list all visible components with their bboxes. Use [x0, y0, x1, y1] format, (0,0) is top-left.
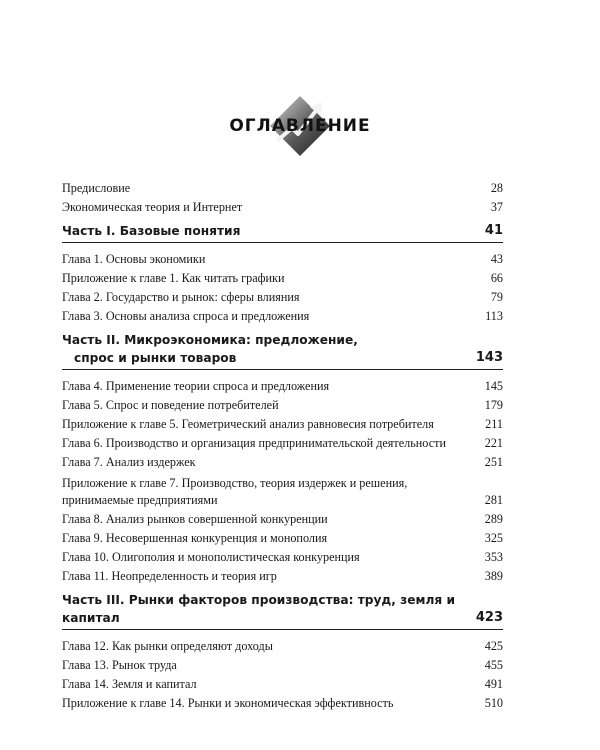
toc-entry-title [62, 568, 469, 585]
page-title: ОГЛАВЛЕНИЕ [229, 116, 371, 136]
toc-entry[interactable] [62, 655, 503, 674]
toc-entry[interactable] [62, 452, 503, 471]
toc-entry-title-line: Экономическая теория и Интернет [62, 200, 243, 214]
toc-part-heading-title-line: Часть III. Рынки факторов производства: труд, земля и капитал [62, 593, 455, 625]
toc-entry-title [62, 180, 469, 197]
toc-entry-title-line: Глава 12. Как рынки определяют доходы [62, 639, 273, 653]
toc-entry-title-line: Глава 10. Олигополия и монополистическая конкуренция [62, 550, 360, 564]
toc-entry-title-line: Глава 7. Анализ издержек [62, 455, 196, 469]
toc-part-heading-title [62, 331, 469, 367]
toc-part-heading-title-line: Часть II. Микроэкономика: предложение, [62, 333, 358, 347]
toc-entry-page-number: 251 [484, 455, 503, 469]
toc-entry[interactable] [62, 268, 503, 287]
toc-entry-title [62, 695, 469, 712]
toc-entry-title-line: Глава 3. Основы анализа спроса и предложения [62, 309, 310, 323]
toc-entry-title-line: Глава 13. Рынок труда [62, 658, 177, 672]
toc-entry-page-number: 179 [484, 398, 503, 412]
toc-entry-page-number: 145 [484, 379, 503, 393]
toc-entry[interactable] [62, 547, 503, 566]
toc-entry-page-number: 510 [484, 696, 503, 710]
toc-header [0, 90, 600, 170]
toc-entry-page-number: 28 [490, 181, 503, 195]
toc-entry-page-number: 221 [484, 436, 503, 450]
toc-entry-title [62, 676, 469, 693]
toc-part-heading-title-line: Часть I. Базовые понятия [62, 224, 241, 238]
toc-entry-title [62, 435, 469, 452]
toc-part-heading[interactable] [62, 331, 503, 370]
toc-entry-page-number: 353 [484, 550, 503, 564]
toc-part-heading[interactable] [62, 591, 503, 630]
toc-entry-title [62, 657, 469, 674]
toc-entry-title-line: Глава 6. Производство и организация предпринимательской деятельности [62, 436, 446, 450]
toc-entry[interactable] [62, 249, 503, 268]
toc-part-heading-title [62, 591, 469, 627]
toc-entry-title [62, 397, 469, 414]
toc-entry-title-line: Глава 1. Основы экономики [62, 252, 206, 266]
toc-entry[interactable] [62, 674, 503, 693]
toc-entry-page-number: 79 [490, 290, 503, 304]
toc-part-heading-page-number: 143 [475, 350, 503, 365]
toc-entry[interactable] [62, 395, 503, 414]
toc-entry[interactable] [62, 376, 503, 395]
toc-entry-title-line: Глава 9. Несовершенная конкуренция и монополия [62, 531, 328, 545]
toc-entry-page-number: 289 [484, 512, 503, 526]
toc-entry-title [62, 511, 469, 528]
toc-entry-title-line: Глава 14. Земля и капитал [62, 677, 197, 691]
toc-entry-title [62, 251, 469, 268]
toc-entry[interactable] [62, 287, 503, 306]
toc-entry[interactable] [62, 693, 503, 712]
toc-entry-title [62, 289, 469, 306]
toc-entry-page-number: 43 [490, 252, 503, 266]
toc-entry-title-line: Глава 8. Анализ рынков совершенной конкуренции [62, 512, 328, 526]
toc-entry-page-number: 37 [490, 200, 503, 214]
toc-part-heading-title [62, 222, 469, 240]
toc-entry[interactable] [62, 636, 503, 655]
toc-entry-page-number: 113 [485, 309, 503, 323]
toc-entry-title [62, 475, 469, 509]
toc-part-heading-page-number: 41 [484, 223, 503, 238]
toc-entry-title-line: Приложение к главе 7. Производство, теория издержек и решения, [62, 476, 408, 490]
table-of-contents [62, 178, 503, 712]
toc-entry[interactable] [62, 566, 503, 585]
toc-part-heading-page-number: 423 [475, 610, 503, 625]
toc-entry-title [62, 199, 469, 216]
toc-entry-page-number: 491 [484, 677, 503, 691]
toc-entry[interactable] [62, 178, 503, 197]
toc-entry-page-number: 211 [485, 417, 503, 431]
toc-entry-page-number: 325 [484, 531, 503, 545]
toc-entry-page-number: 281 [484, 493, 503, 507]
toc-entry-page-number: 389 [484, 569, 503, 583]
toc-entry[interactable] [62, 433, 503, 452]
toc-entry-title [62, 454, 469, 471]
toc-entry-title [62, 378, 469, 395]
toc-entry-title [62, 416, 469, 433]
toc-entry-title-line: Предисловие [62, 181, 131, 195]
toc-entry-title-line: Глава 2. Государство и рынок: сферы влияния [62, 290, 300, 304]
toc-entry[interactable] [62, 509, 503, 528]
toc-entry-title-line: Глава 5. Спрос и поведение потребителей [62, 398, 279, 412]
toc-entry-title-line: Глава 11. Неопределенность и теория игр [62, 569, 277, 583]
toc-entry-title-line: Глава 4. Применение теории спроса и предложения [62, 379, 330, 393]
toc-entry-title [62, 270, 469, 287]
toc-entry-page-number: 66 [490, 271, 503, 285]
toc-entry-title-line: Приложение к главе 5. Геометрический анализ равновесия потребителя [62, 417, 434, 431]
toc-entry[interactable] [62, 306, 503, 325]
toc-entry-page-number: 455 [484, 658, 503, 672]
toc-entry-title [62, 308, 469, 325]
toc-entry-title [62, 638, 469, 655]
toc-entry[interactable] [62, 471, 503, 509]
toc-entry-title-line: принимаемые предприятиями [62, 493, 218, 507]
toc-entry-title [62, 549, 469, 566]
toc-part-heading-title-line: спрос и рынки товаров [74, 351, 237, 365]
toc-entry-page-number: 425 [484, 639, 503, 653]
toc-entry-title [62, 530, 469, 547]
toc-entry[interactable] [62, 197, 503, 216]
toc-entry-title-line: Приложение к главе 14. Рынки и экономическая эффективность [62, 696, 394, 710]
toc-part-heading[interactable] [62, 222, 503, 243]
toc-entry-title-line: Приложение к главе 1. Как читать графики [62, 271, 285, 285]
toc-entry[interactable] [62, 414, 503, 433]
toc-entry[interactable] [62, 528, 503, 547]
